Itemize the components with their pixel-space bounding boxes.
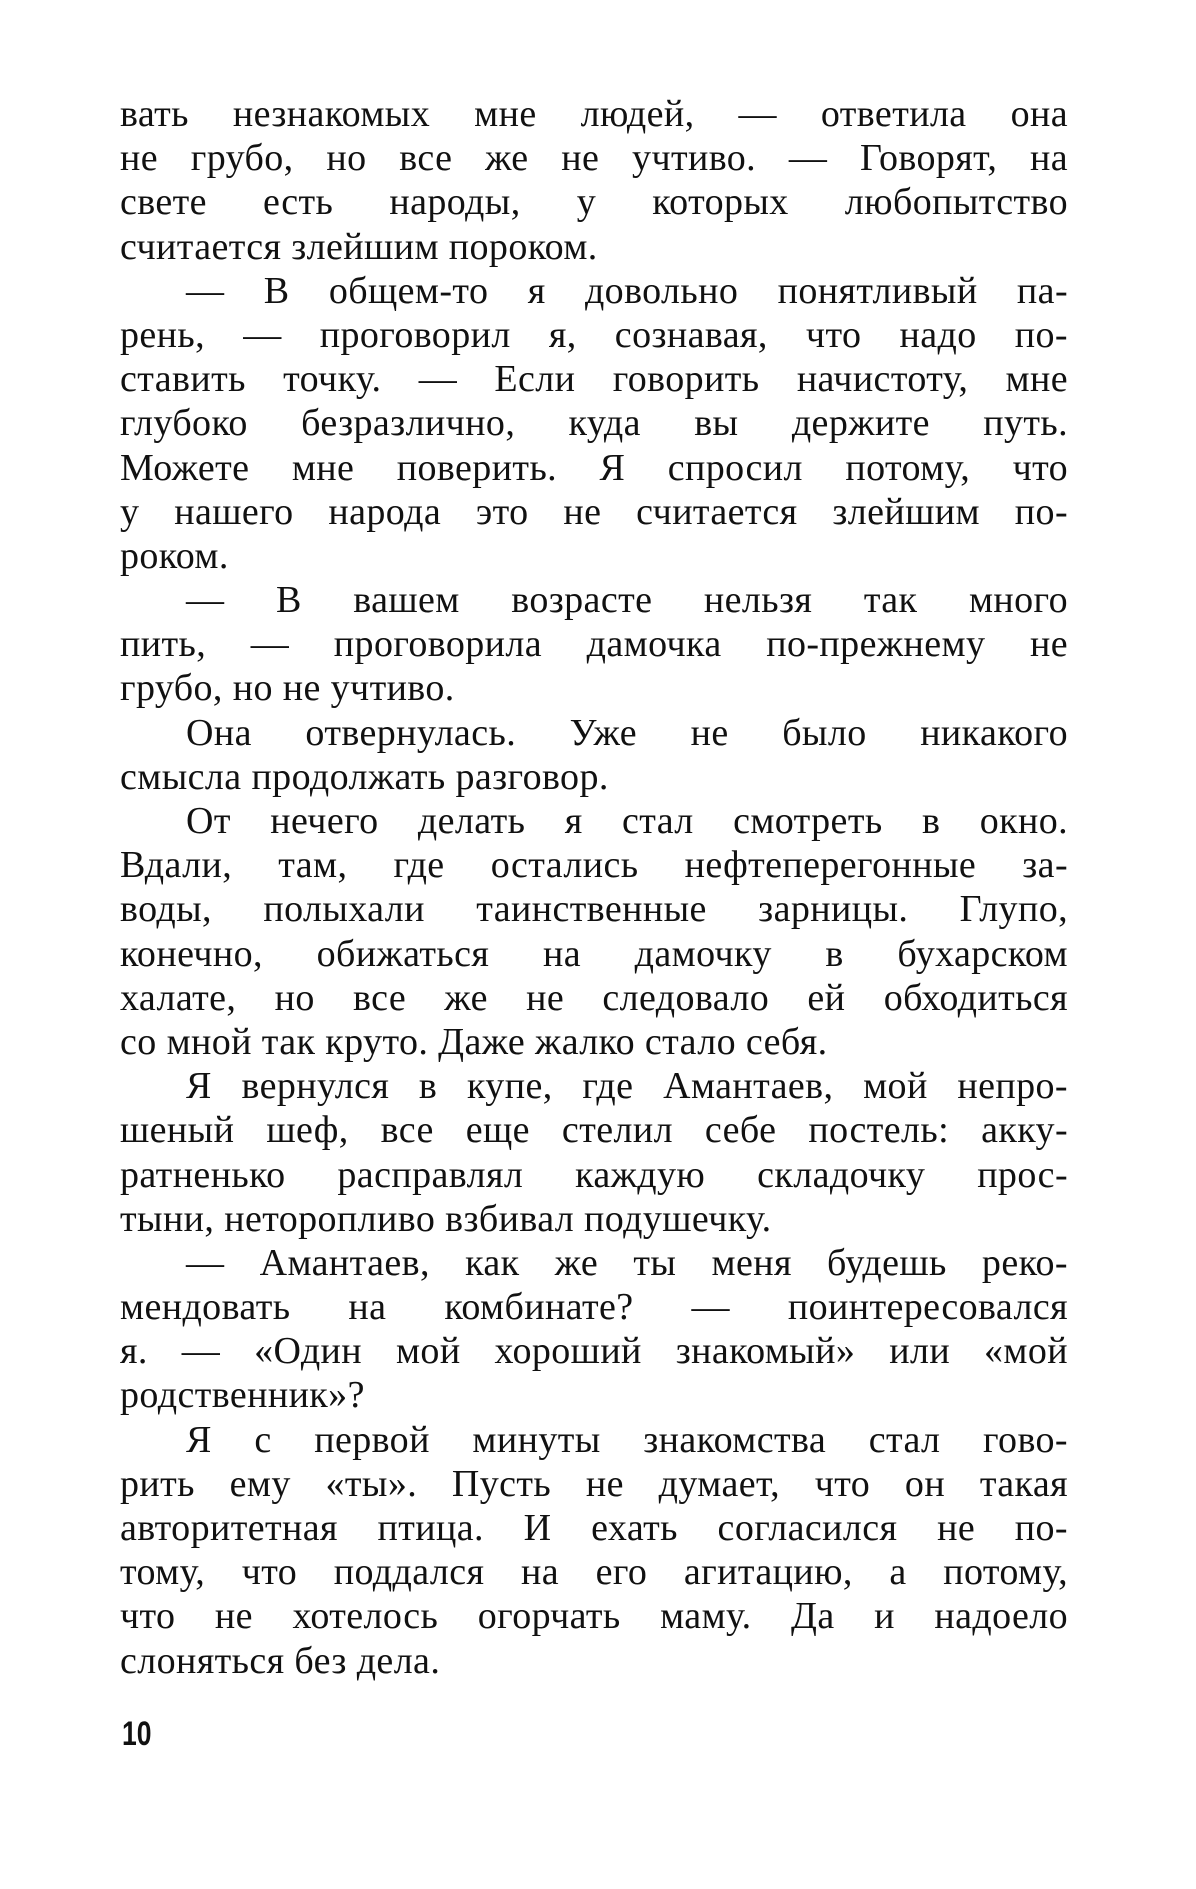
text-line: со мной так круто. Даже жалко стало себя. — [120, 1020, 828, 1063]
text-line: — Амантаев, как же ты меня будешь реко- — [186, 1241, 1068, 1284]
text-line: — В вашем возрасте нельзя так много — [186, 579, 1068, 622]
text-line: Можете мне поверить. Я спросил потому, что — [120, 446, 1068, 489]
text-line: рень, — проговорил я, сознавая, что надо по- — [120, 313, 1068, 356]
text-line: грубо, но не учтиво. — [120, 667, 455, 710]
text-line: я. — «Один мой хороший знакомый» или «мой — [120, 1330, 1068, 1373]
page-number: 10 — [122, 1715, 152, 1753]
page-text — [120, 92, 1068, 1683]
text-line: Она отвернулась. Уже не было никакого — [186, 711, 1068, 754]
text-line: свете есть народы, у которых любопытство — [120, 181, 1068, 224]
text-line: халате, но все же не следовало ей обходиться — [120, 976, 1068, 1019]
text-line: авторитетная птица. И ехать согласился не по- — [120, 1507, 1068, 1549]
text-line: родственник»? — [120, 1374, 365, 1417]
text-line: не грубо, но все же не учтиво. — Говорят, на — [120, 137, 1068, 180]
text-line: конечно, обижаться на дамочку в бухарском — [120, 932, 1068, 975]
text-line: мендовать на комбинате? — поинтересовался — [120, 1286, 1068, 1329]
text-line: ратненько расправлял каждую складочку прос- — [120, 1153, 1068, 1196]
text-line: слоняться без дела. — [120, 1639, 441, 1682]
text-line: смысла продолжать разговор. — [120, 755, 609, 798]
text-line: воды, полыхали таинственные зарницы. Глупо, — [120, 888, 1068, 931]
text-line: шеный шеф, все еще стелил себе постель: акку- — [120, 1109, 1068, 1152]
text-line: ставить точку. — Если говорить начистоту, мне — [120, 358, 1068, 401]
text-line: Я вернулся в купе, где Амантаев, мой непро- — [186, 1065, 1068, 1108]
text-line: тыни, неторопливо взбивал подушечку. — [120, 1197, 772, 1240]
text-line: Вдали, там, где остались нефтеперегонные за- — [120, 844, 1068, 887]
text-line: Я с первой минуты знакомства стал гово- — [186, 1418, 1068, 1461]
text-line: у нашего народа это не считается злейшим по- — [120, 490, 1068, 533]
text-line: От нечего делать я стал смотреть в окно. — [186, 800, 1068, 842]
text-line: что не хотелось огорчать маму. Да и надоело — [120, 1595, 1068, 1638]
text-line: тому, что поддался на его агитацию, а потому, — [120, 1551, 1068, 1594]
text-line: пить, — проговорила дамочка по-прежнему не — [120, 623, 1068, 666]
text-line: глубоко безразлично, куда вы держите путь. — [120, 402, 1068, 445]
text-line: считается злейшим пороком. — [120, 225, 598, 268]
text-line: — В общем-то я довольно понятливый па- — [186, 269, 1068, 312]
text-line: роком. — [120, 534, 229, 577]
text-line: вать незнакомых мне людей, — ответила она — [120, 93, 1068, 135]
text-line: рить ему «ты». Пусть не думает, что он такая — [120, 1462, 1068, 1505]
